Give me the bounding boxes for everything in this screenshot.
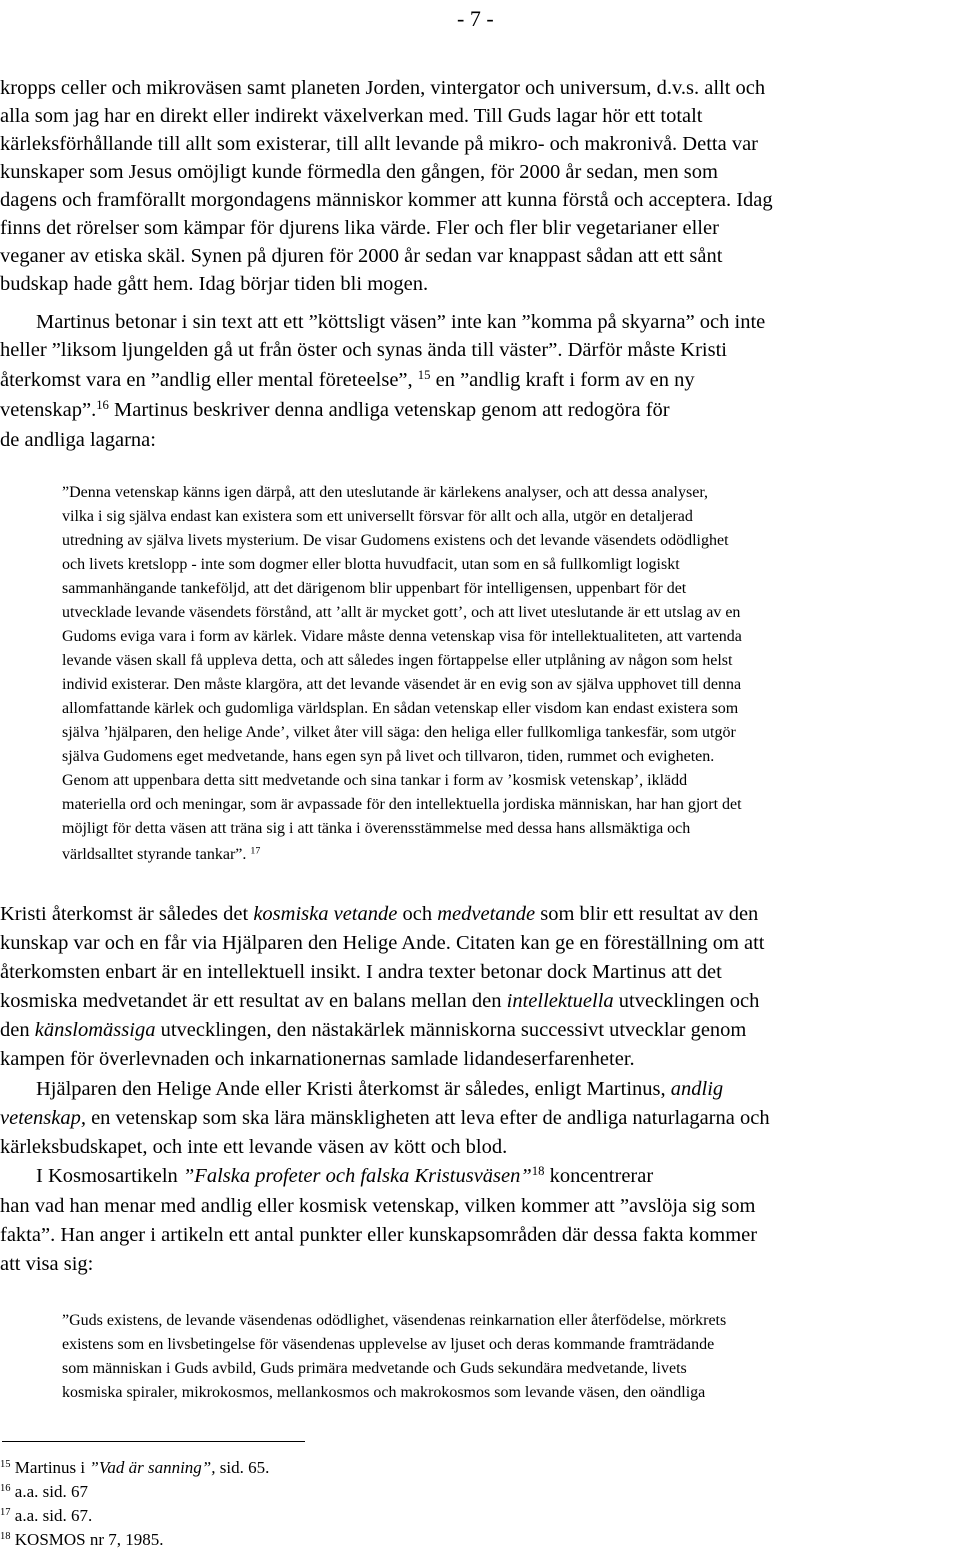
quote-line: möjligt för detta väsen att träna sig i att tänka i överensstämmelse med dessa hans allsmäktiga och	[62, 820, 691, 837]
footnote-text: sid. 65.	[215, 1458, 270, 1477]
footnote-number: 15	[0, 1459, 11, 1471]
emphasis: ”Vad är sanning”,	[89, 1458, 216, 1477]
text-run: den	[0, 1019, 35, 1041]
footnote-text: a.a. sid. 67	[14, 1482, 88, 1501]
emphasis: ”Falska profeter och falska Kristusväsen”	[182, 1165, 532, 1187]
text-run: och	[397, 903, 438, 925]
emphasis: andlig	[670, 1078, 724, 1100]
footnote-number: 16	[0, 1483, 11, 1495]
footnote-number: 18	[0, 1531, 11, 1543]
footnote-ref: 17	[250, 845, 261, 857]
text-run: koncentrerar	[544, 1165, 654, 1187]
emphasis: kosmiska vetande	[253, 903, 398, 925]
page-number: - 7 -	[457, 6, 494, 31]
text-line	[36, 1075, 723, 1103]
quote-line: och livets kretslopp - inte som dogmer eller blotta huvudfacit, utan som en så fullkomligt logiskt	[62, 556, 680, 573]
text-line: dagens och framförallt morgondagens människor kommer att kunna förstå och acceptera. Idag	[0, 189, 773, 211]
text-line: återkomsten enbart är en intellektuell insikt. I andra texter betonar dock Martinus att det	[0, 961, 722, 983]
text-run: som blir ett resultat av den	[535, 903, 759, 925]
text-line	[0, 1016, 746, 1044]
text-line: veganer av etiska skäl. Synen på djuren för 2000 år sedan var knappast sådan att ett sånt	[0, 245, 723, 267]
footnote	[0, 1457, 269, 1479]
quote-line: vilka i sig själva endast kan existera som ett universellt försvar för allt och alla, utgör en detaljerad	[62, 508, 693, 525]
quote-line: existens som en livsbetingelse för väsendenas upplevelse av ljuset och deras kommande framträdande	[62, 1336, 715, 1353]
text-line	[0, 1104, 770, 1132]
emphasis: intellektuella	[506, 990, 614, 1012]
text-line: budskap hade gått hem. Idag börjar tiden bli mogen.	[0, 273, 429, 295]
text-line: kunskap var och en får via Hjälparen den Helige Ande. Citaten kan ge en föreställning om att	[0, 932, 765, 954]
text-line: att visa sig:	[0, 1253, 94, 1275]
quote-line: utvecklade levande väsendets förstånd, att ’allt är mycket gott’, och att livet uteslutande är ett utslag av en	[62, 604, 741, 621]
emphasis: känslomässiga	[34, 1019, 156, 1041]
quote-line: kosmiska spiraler, mikrokosmos, mellankosmos och makrokosmos som levande väsen, den oändliga	[62, 1384, 706, 1401]
footnote-ref: 18	[531, 1164, 545, 1179]
text-run: Martinus beskriver denna andliga vetenskap genom att redogöra för	[114, 399, 670, 421]
emphasis: vetenskap,	[0, 1107, 86, 1129]
text-line	[36, 1162, 653, 1190]
text-run: utvecklingen, den nästakärlek människorna successivt utvecklar genom	[155, 1019, 747, 1041]
text-run: Kristi återkomst är således det	[0, 903, 254, 925]
text-line: kärleksbudskapet, och inte ett levande väsen av kött och blod.	[0, 1136, 508, 1158]
quote-line: Gudoms eviga vara i form av kärlek. Vidare måste denna vetenskap visa för intellektualiteten, att vartenda	[62, 628, 742, 645]
quote-line: utredning av själva livets mysterium. De visar Gudomens existens och det levande väsendets odödlighet	[62, 532, 729, 549]
emphasis: medvetande	[437, 903, 536, 925]
text-line: kampen för överlevnaden och inkarnationernas samlade lidandeserfarenheter.	[0, 1048, 635, 1070]
text-run: världsalltet styrande tankar”.	[62, 846, 247, 863]
footnote	[0, 1529, 164, 1551]
quote-line: ”Guds existens, de levande väsendenas odödlighet, väsendenas reinkarnation eller återfödelse, mörkrets	[62, 1312, 727, 1329]
quote-line: levande väsen skall få uppleva detta, och att således ingen förtappelse eller utplåning av någon som helst	[62, 652, 733, 669]
quote-line: Genom att uppenbara detta sitt medvetande och sina tankar i form av ’kosmisk vetenskap’, iklädd	[62, 772, 688, 789]
quote-line: ”Denna vetenskap känns igen därpå, att den uteslutande är kärlekens analyser, och att dessa analyser,	[62, 484, 709, 501]
text-line: kunskaper som Jesus omöjligt kunde förmedla den gången, för 2000 år sedan, men som	[0, 161, 718, 183]
text-line: finns det rörelser som kämpar för djurens lika värde. Fler och fler blir vegetarianer eller	[0, 217, 719, 239]
footnote	[0, 1505, 92, 1527]
quote-line: allomfattande kärlek och gudomliga världsplan. En sådan vetenskap eller visdom kan endast existera som	[62, 700, 739, 717]
text-line: kropps celler och mikroväsen samt planeten Jorden, vintergator och universum, d.v.s. allt och	[0, 77, 766, 99]
footnote-text: KOSMOS nr 7, 1985.	[14, 1530, 164, 1549]
quote-line: sammanhängande tankeföljd, att det därigenom blir uppenbart för intelligensen, uppenbart för det	[62, 580, 687, 597]
text-line	[0, 366, 695, 394]
quote-line: individ existerar. Den måste klargöra, att det levande väsendet är en evig son av själva upphovet till denna	[62, 676, 742, 693]
text-line	[0, 900, 758, 928]
text-line: han vad han menar med andlig eller kosmisk vetenskap, vilken kommer att ”avslöja sig som	[0, 1195, 756, 1217]
quote-line: själva ’hjälparen, den helige Ande’, vilket åter vill säga: den heliga eller fullkomliga tankesfär, som utgör	[62, 724, 736, 741]
text-run: utvecklingen och	[613, 990, 760, 1012]
footnote-text: Martinus i	[14, 1458, 90, 1477]
footnote-ref: 16	[96, 398, 109, 413]
text-line: heller ”liksom ljungelden gå ut från öster och synas ända till väster”. Därför måste Kristi	[0, 339, 727, 361]
text-line: de andliga lagarna:	[0, 429, 156, 451]
footnote-divider	[2, 1441, 305, 1442]
footnote-number: 17	[0, 1507, 11, 1519]
quote-line: som människan i Guds avbild, Guds primära medvetande och Guds sekundära medvetande, livets	[62, 1360, 687, 1377]
text-run: I Kosmosartikeln	[36, 1165, 183, 1187]
text-run: återkomst vara en ”andlig eller mental företeelse”,	[0, 369, 413, 391]
text-line	[0, 396, 670, 424]
text-line	[0, 987, 759, 1015]
footnote	[0, 1481, 88, 1503]
footnote-ref: 15	[417, 368, 431, 383]
text-line: fakta”. Han anger i artikeln ett antal punkter eller kunskapsområden där dessa fakta kommer	[0, 1224, 758, 1246]
text-line: kärleksförhållande till allt som existerar, till allt levande på mikro- och makronivå. Detta var	[0, 133, 758, 155]
text-line: alla som jag har en direkt eller indirekt växelverkan med. Till Guds lagar hör ett totalt	[0, 105, 703, 127]
text-run: Hjälparen den Helige Ande eller Kristi återkomst är således, enligt Martinus,	[36, 1078, 671, 1100]
quote-line	[62, 843, 260, 867]
text-run: en ”andlig kraft i form av en ny	[435, 369, 695, 391]
quote-line: själva Gudomens eget medvetande, hans egen syn på livet och tillvaron, tiden, rummet och evigheten.	[62, 748, 715, 765]
text-run: kosmiska medvetandet är ett resultat av en balans mellan den	[0, 990, 507, 1012]
quote-line: materiella ord och meningar, som är avpassade för den intellektuella jordiska människan, har han gjort det	[62, 796, 742, 813]
footnote-text: a.a. sid. 67.	[14, 1506, 93, 1525]
text-run: en vetenskap som ska lära mänskligheten att leva efter de andliga naturlagarna och	[85, 1107, 770, 1129]
text-line: Martinus betonar i sin text att ett ”köttsligt väsen” inte kan ”komma på skyarna” och inte	[36, 311, 766, 333]
text-run: vetenskap”.	[0, 399, 97, 421]
